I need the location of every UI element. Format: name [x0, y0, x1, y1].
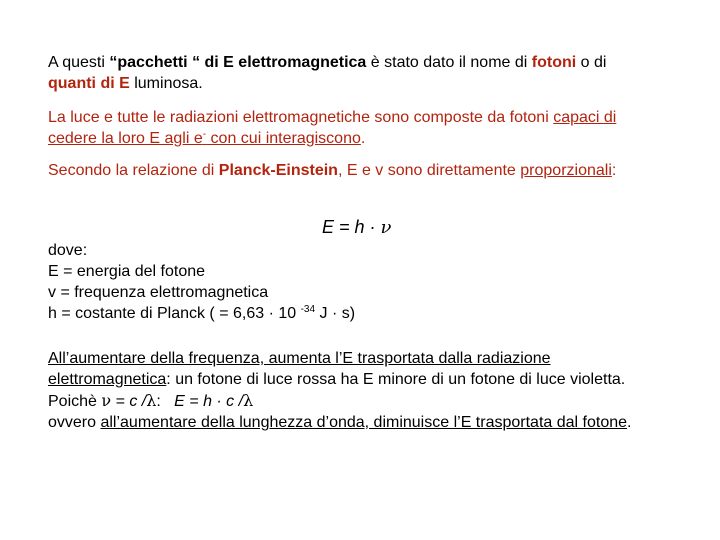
text: J · s) — [315, 305, 356, 322]
formula-e-h-nu — [322, 216, 391, 239]
underlined-text: All’aumentare della frequenza, aumenta l’E trasportata dalla radiazione elettromagnetica — [48, 350, 551, 388]
text: . — [627, 414, 632, 431]
definition-planck — [48, 303, 658, 324]
paragraph-photons — [48, 52, 658, 94]
text: . — [360, 130, 366, 147]
poiche-line — [48, 390, 658, 412]
bold-planck-einstein: Planck-Einstein — [218, 162, 338, 179]
underlined-proporzionali: proporzionali — [520, 162, 612, 179]
text: Poichè — [48, 393, 102, 410]
definition-frequency: v = frequenza elettromagnetica — [48, 284, 269, 301]
formula-text: E = h · — [322, 217, 381, 237]
text: capaci di cedere la loro E agli e — [48, 109, 617, 147]
line-group — [48, 348, 658, 390]
text: , E e v sono direttamente — [337, 162, 521, 179]
definition-energy: E = energia del fotone — [48, 263, 206, 280]
ovvero-line — [48, 412, 658, 433]
paragraph-light-composition — [48, 107, 658, 149]
text: : — [611, 162, 617, 179]
equation-text: = c / — [111, 393, 147, 410]
exponent: -34 — [300, 304, 316, 315]
text: o di — [576, 54, 607, 71]
text: ovvero — [48, 414, 101, 431]
nu-symbol: ν — [380, 217, 392, 238]
text: Secondo la relazione di — [48, 162, 219, 179]
paragraph-frequency-energy — [48, 348, 658, 433]
text: : — [156, 393, 175, 410]
nu-symbol: ν — [101, 391, 112, 410]
text: è stato dato il nome di — [366, 54, 532, 71]
highlight-quanti: quanti di E — [48, 75, 130, 92]
text: h = costante di Planck ( = 6,63 · 10 — [48, 305, 301, 322]
bold-text-packets: “pacchetti “ di E elettromagnetica — [109, 54, 367, 71]
text: con cui interagiscono — [206, 130, 361, 147]
lambda-symbol: λ — [146, 391, 157, 410]
underlined-text: all’aumentare della lunghezza d’onda, diminuisce l’E trasportata dal fotone — [100, 414, 628, 431]
text: La luce e tutte le radiazioni elettromagnetiche sono composte da fotoni — [48, 109, 554, 126]
text: luminosa. — [129, 75, 203, 92]
definitions-heading: dove: — [48, 242, 88, 259]
paragraph-planck-einstein — [48, 160, 658, 181]
text: : un fotone di luce rossa ha E minore di un fotone di luce violetta. — [166, 371, 626, 388]
text: A questi — [48, 54, 110, 71]
superscript: - — [202, 129, 207, 140]
definitions — [48, 240, 658, 324]
equation-text: E = h · c / — [174, 393, 244, 410]
lambda-symbol: λ — [243, 391, 254, 410]
highlight-fotoni: fotoni — [531, 54, 577, 71]
